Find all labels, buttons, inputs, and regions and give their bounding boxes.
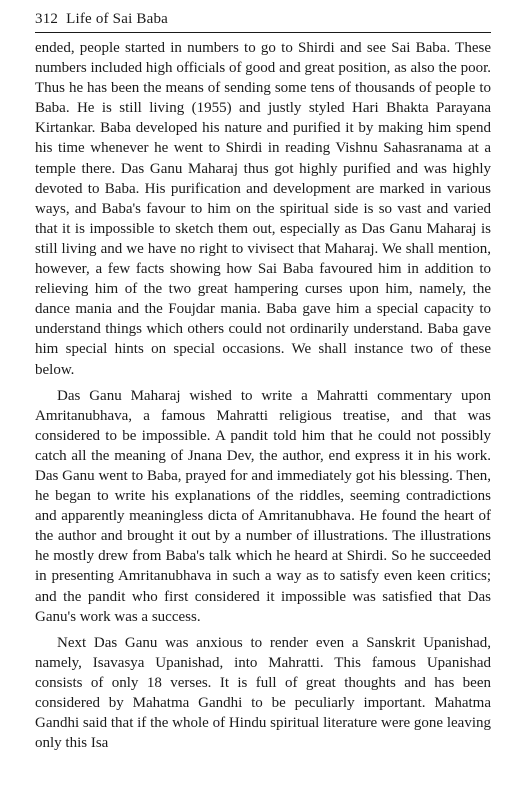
book-page [35,10,491,759]
page-header [35,10,491,28]
paragraph-isavasya: Next Das Ganu was anxious to render even a Sanskrit Upanishad, namely, Isavasya Upanishad, into Mahratti. This famous Upanishad consists of only 18 verses. It is full of great thoughts and has been considered by Mahatma Gandhi to be peculiarly important. Mahatma Gandhi said that if the whole of Hindu spiritual literature were gone leaving only this Isa [35,634,491,752]
paragraph-amritanubhava: Das Ganu Maharaj wished to write a Mahratti commentary upon Amritanubhava, a famous Mahratti religious treatise, and that was considered to be impossible. A pandit told him that he could not possibly catch all the meaning of Jnana Dev, the author, end express it in his work. Das Ganu went to Baba, prayed for and immediately got his blessing. Then, he began to write his explanations of the riddles, seeming contradictions and apparently meaningless dicta of Amritanubhava. He found the heart of the author and brought it out by a number of illustrations. The illustrations he mostly drew from Baba's talk which he heard at Shirdi. So he succeeded in presenting Amritanubhava in such a way as to satisfy even keen critics; and the pandit who first considered it impossible was satisfied that Das Ganu's work was a success. [35,387,491,625]
header-rule [35,32,491,33]
page-number: 312 [35,11,59,27]
paragraph-continuation: ended, people started in numbers to go to Shirdi and see Sai Baba. These numbers included high officials of good and great position, as also the poor. Thus he has been the means of sending some tens of thousands of people to Baba. He is still living (1955) and justly styled Hari Bhakta Parayana Kirtankar. Baba developed his nature and purified it by making him spend his time whenever he went to Shirdi in reading Vishnu Sahasranama at a temple there. Das Ganu Maharaj thus got highly purified and was highly devoted to Baba. His purification and development are marked in various ways, and Baba's favour to him on the spiritual side is so vast and varied that it is impossible to sketch them out, especially as Das Ganu Maharaj is still living and we have no right to vivisect that Maharaj. We shall mention, however, a few facts showing how Sai Baba favoured him in addition to relieving him of the two great hampering curses upon him, namely, the dance mania and the Foujdar mania. Baba gave him a special capacity to understand things which others could not ordinarily understand. Baba gave him special hints on special occasions. We shall instance two of these below. [35,40,491,378]
running-title: Life of Sai Baba [66,11,169,27]
